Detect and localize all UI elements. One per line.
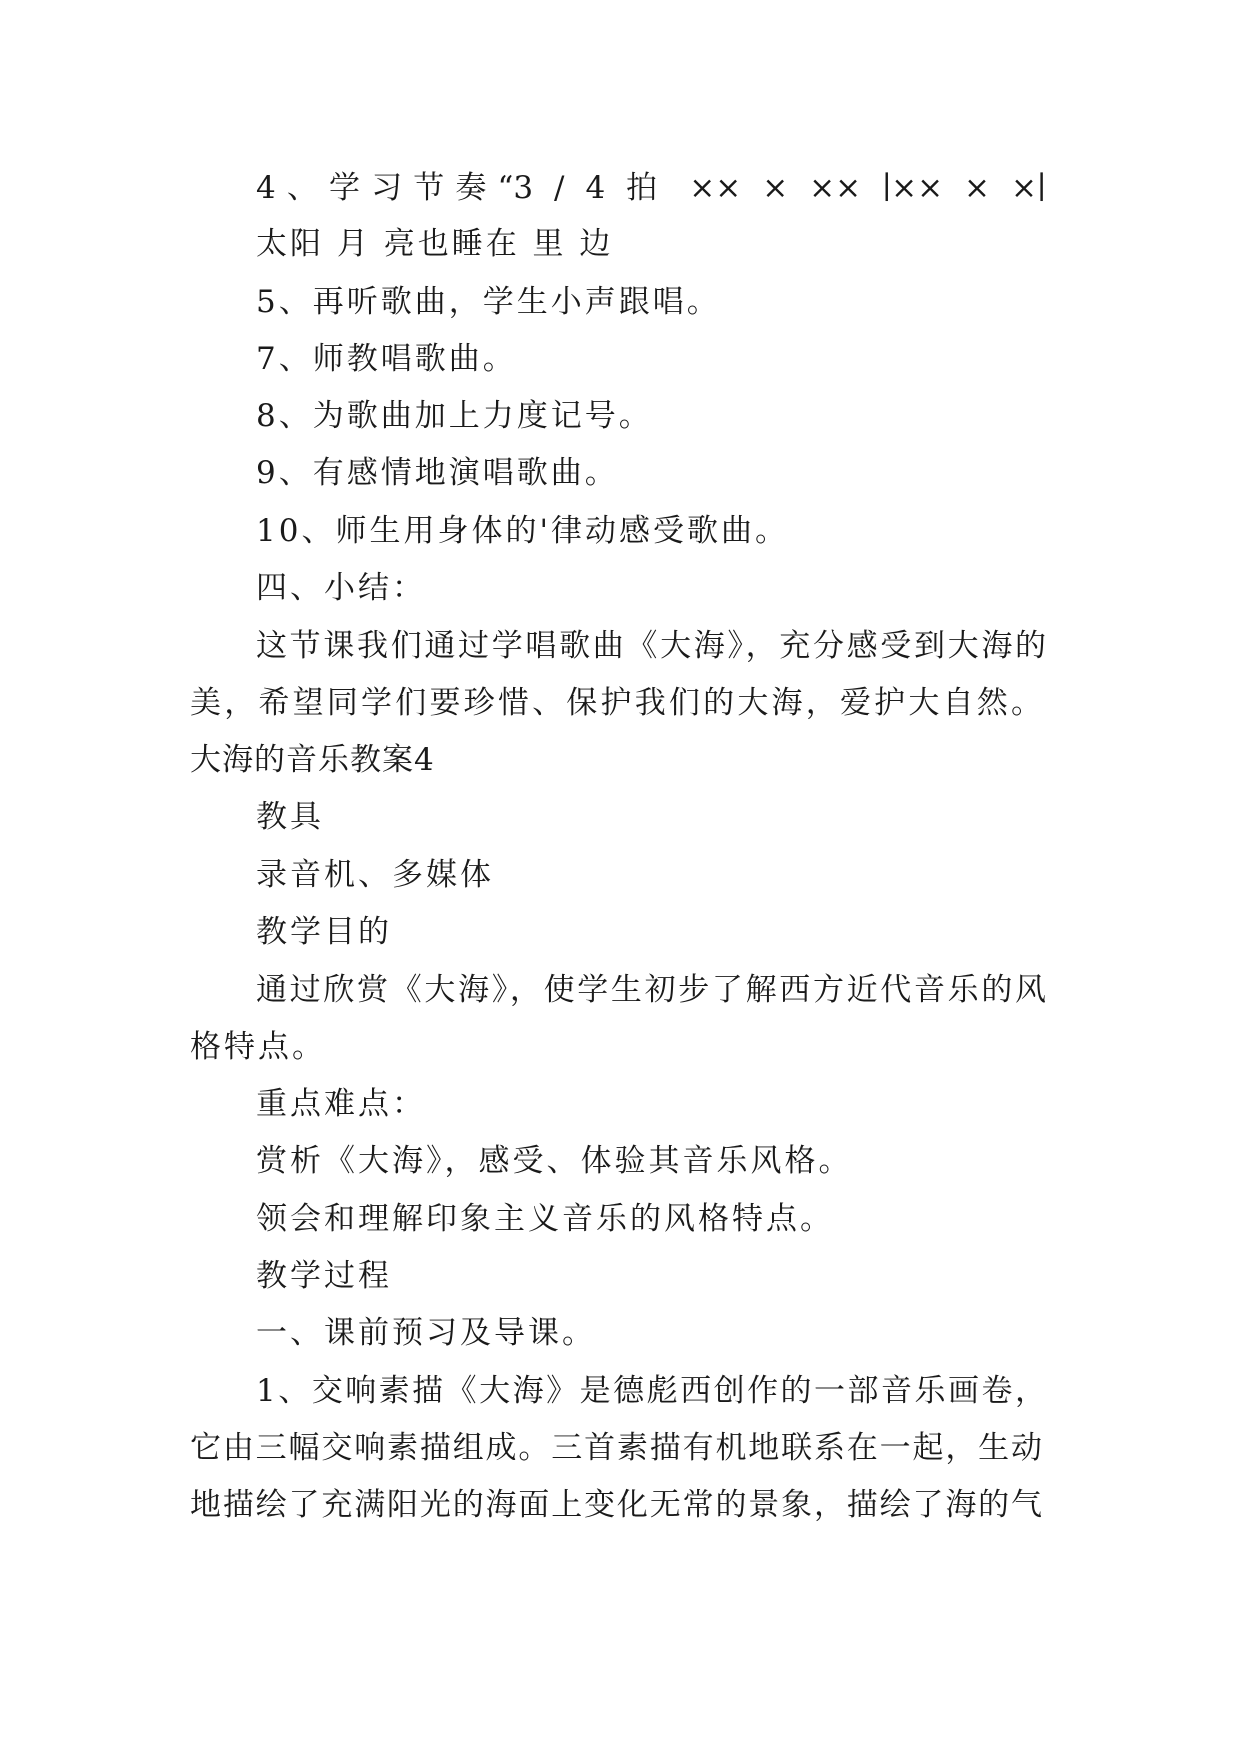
paragraph-lyrics-line: 太阳 月 亮也睡在 里 边: [256, 226, 614, 262]
paragraph-goal-line-2: 格特点。: [190, 1029, 326, 1065]
paragraph-step-5: 5、再听歌曲，学生小声跟唱。: [256, 284, 721, 320]
heading-teaching-process: 教学过程: [256, 1258, 392, 1294]
paragraph-rhythm-line: 4、学习节奏“3 / 4 拍 ×× × ×× ∣×× × ×∣: [256, 170, 1046, 206]
paragraph-step-8: 8、为歌曲加上力度记号。: [256, 398, 653, 434]
paragraph-step-9: 9、有感情地演唱歌曲。: [256, 455, 619, 491]
paragraph-teaching-aids: 录音机、多媒体: [256, 857, 494, 893]
heading-teaching-aids: 教具: [256, 799, 324, 835]
paragraph-process-line-2: 它由三幅交响素描组成。三首素描有机地联系在一起，生动: [190, 1430, 1042, 1466]
section-heading-summary: 四、小结：: [256, 570, 426, 606]
paragraph-goal-line-1: 通过欣赏《大海》，使学生初步了解西方近代音乐的风: [256, 972, 1046, 1008]
paragraph-summary-line-2: 美，希望同学们要珍惜、保护我们的大海，爱护大自然。: [190, 685, 1042, 721]
lesson-plan-title: 大海的音乐教案4: [190, 742, 435, 778]
paragraph-key-point-2: 领会和理解印象主义音乐的风格特点。: [256, 1201, 834, 1237]
heading-key-points: 重点难点：: [256, 1086, 426, 1122]
paragraph-process-line-1: 1、交响素描《大海》是德彪西创作的一部音乐画卷，: [256, 1373, 1046, 1409]
paragraph-key-point-1: 赏析《大海》，感受、体验其音乐风格。: [256, 1143, 853, 1179]
paragraph-step-10: 10、师生用身体的'律动感受歌曲。: [256, 513, 789, 549]
paragraph-step-7: 7、师教唱歌曲。: [256, 341, 517, 377]
heading-teaching-goal: 教学目的: [256, 914, 392, 950]
paragraph-process-line-3: 地描绘了充满阳光的海面上变化无常的景象，描绘了海的气: [190, 1487, 1042, 1523]
paragraph-process-step-1: 一、课前预习及导课。: [256, 1315, 596, 1351]
paragraph-summary-line-1: 这节课我们通过学唱歌曲《大海》，充分感受到大海的: [256, 628, 1046, 664]
